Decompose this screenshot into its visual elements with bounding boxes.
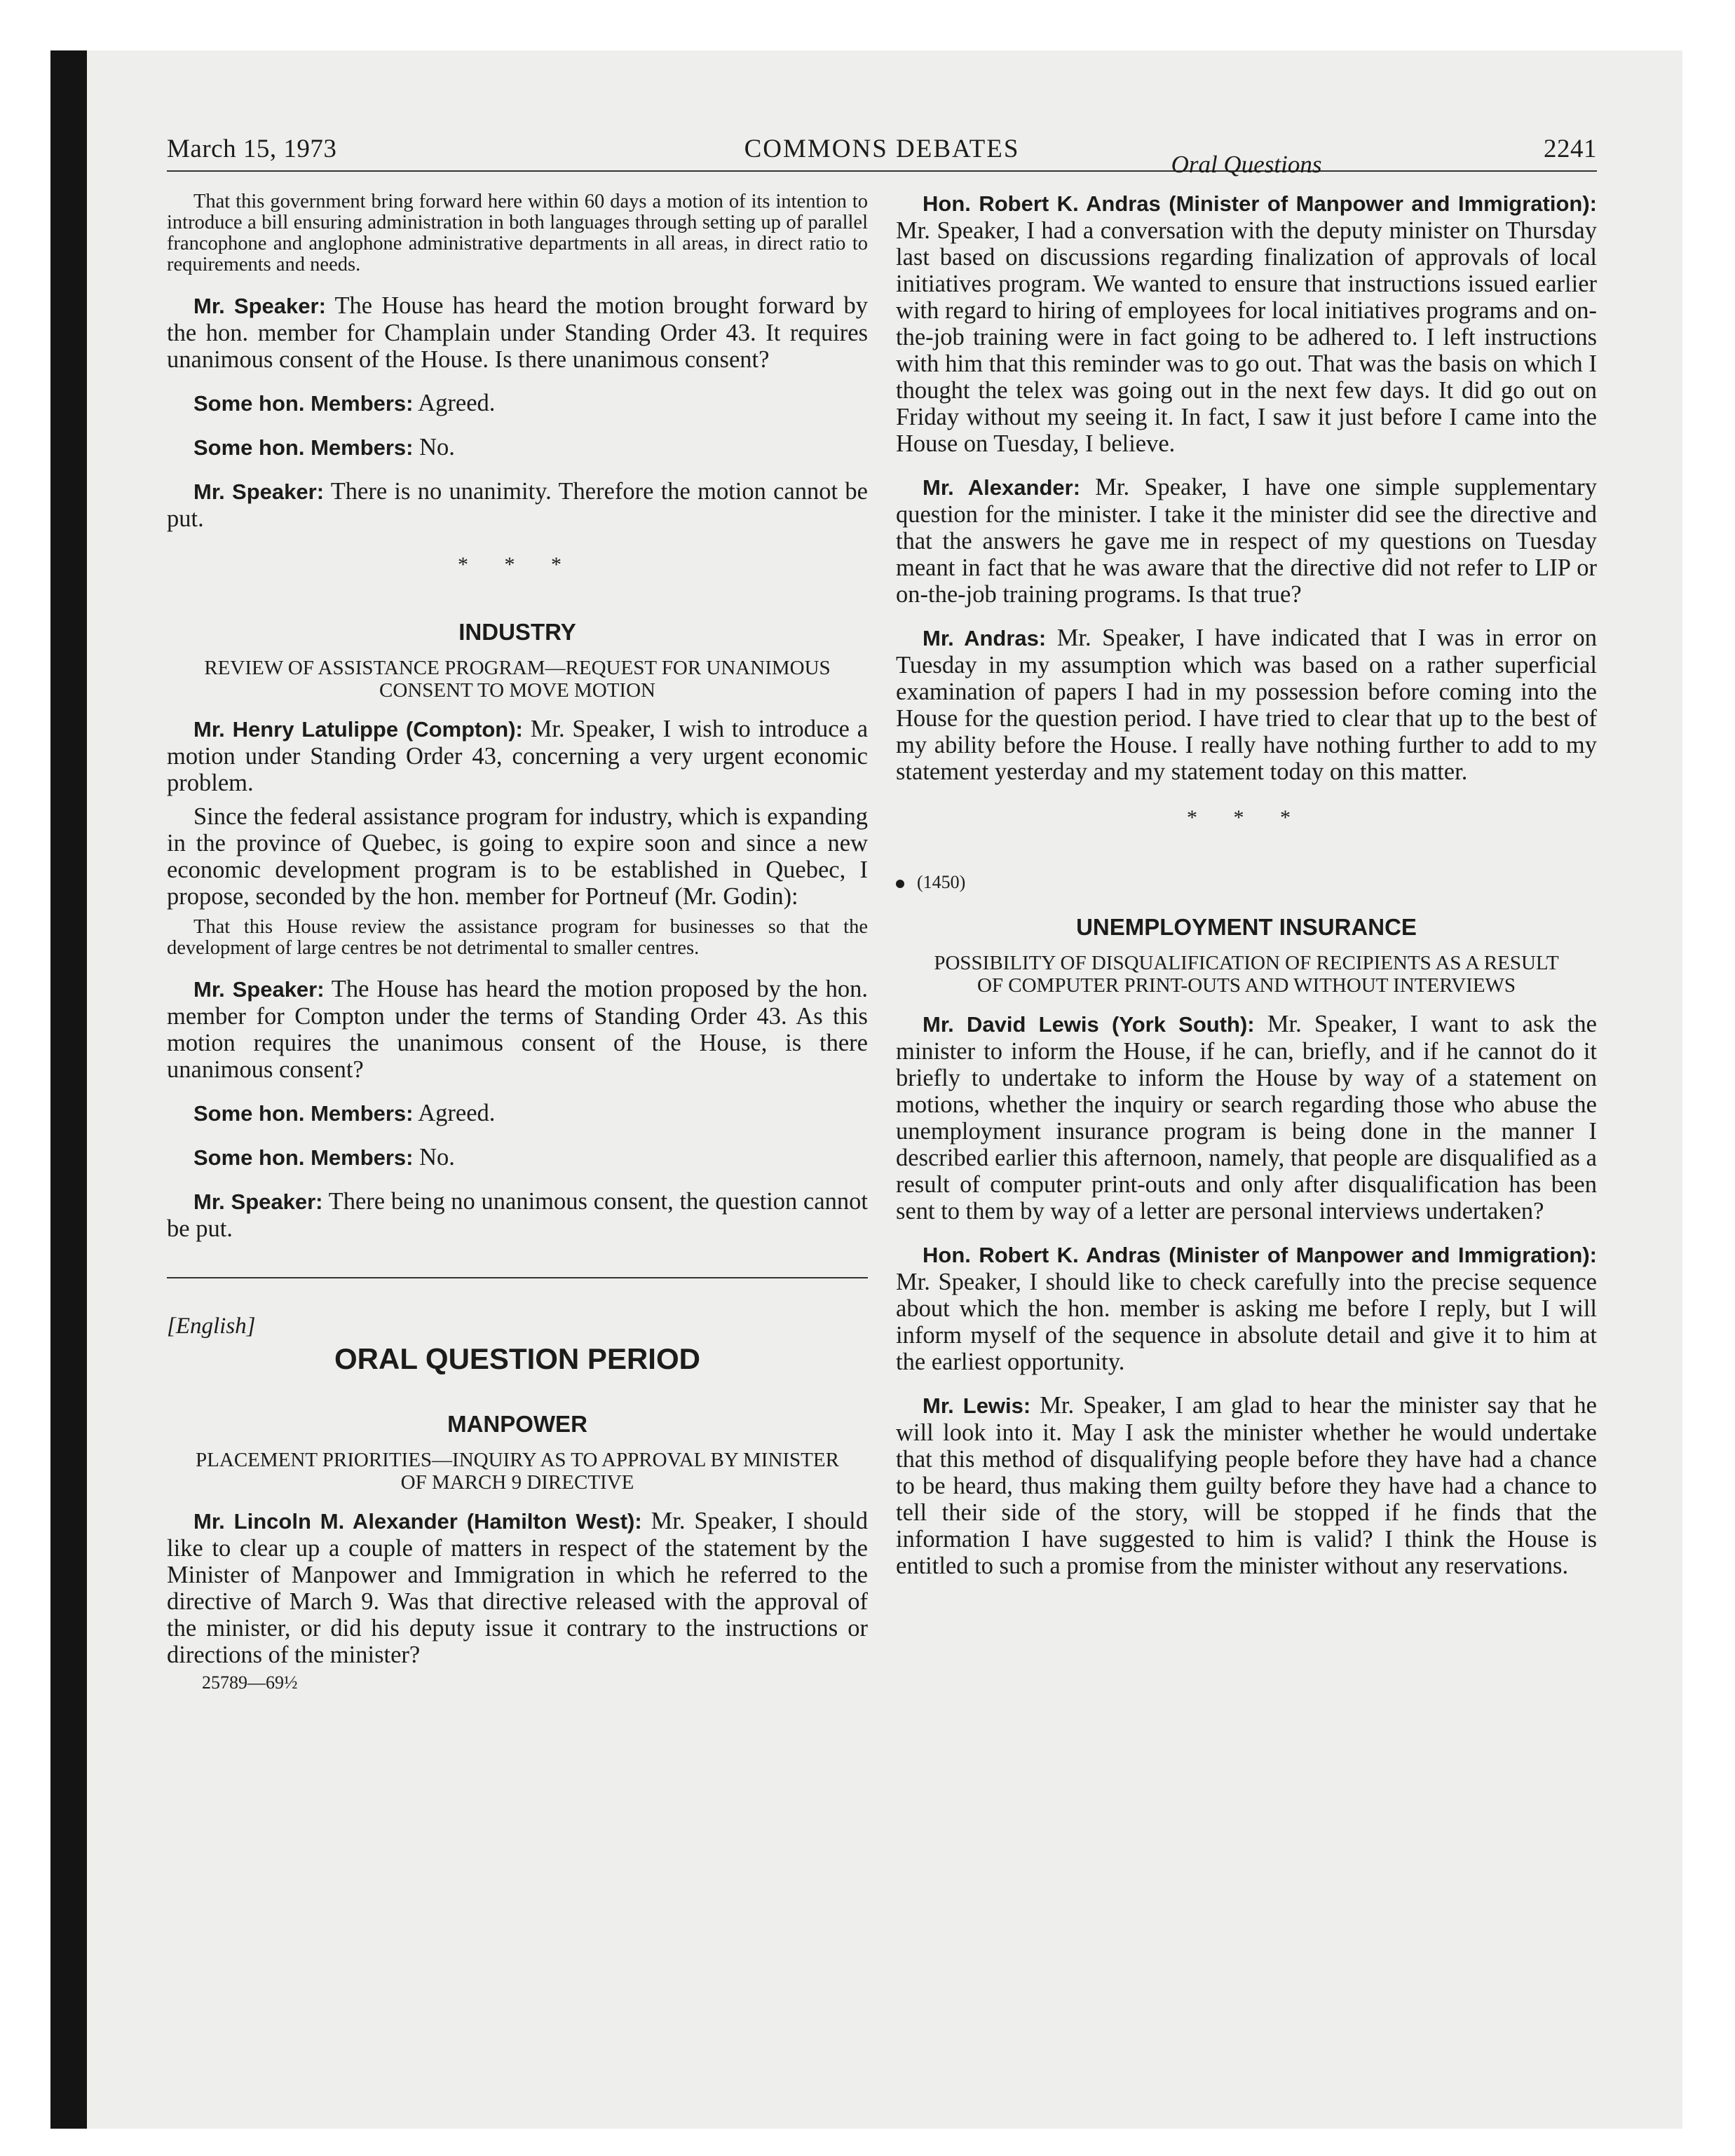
speech-paragraph — [167, 1144, 868, 1171]
speech-text: Mr. Speaker, I wish to introduce a motion under Standing Order 43, concerning a very urgent economic problem. — [167, 716, 869, 796]
time-marker-text: (1450) — [917, 872, 966, 892]
speech-paragraph — [896, 1241, 1597, 1375]
left-column — [167, 191, 868, 1693]
speech-text: Mr. Speaker, I had a conversation with the deputy minister on Thursday last based on discussions regarding finalization of approvals of local initiatives program. We wanted to ensure that instructions issued earlier with regard to hiring of employees for local initiatives programs and on-the-job training were in fact going to be adhered to. I left instructions with him that this reminder was to go out. That was the basis on which I thought the telex was going out in the next few days. It did go out on Friday without my seeing it. In fact, I saw it just before I came into the House on Tuesday, I believe. — [896, 217, 1597, 457]
speech-paragraph — [167, 1508, 868, 1668]
speaker-name: Mr. Speaker: — [193, 294, 326, 318]
section-heading-unemployment-insurance: UNEMPLOYMENT INSURANCE — [1076, 914, 1417, 940]
speech-paragraph — [896, 474, 1597, 608]
speaker-name: Mr. Lincoln M. Alexander (Hamilton West): — [193, 1509, 642, 1534]
speech-paragraph — [167, 434, 868, 461]
speech-paragraph — [167, 1100, 868, 1127]
motion-quote: That this House review the assistance program for businesses so that the development of large centres be not detrimental to smaller centres. — [167, 916, 868, 959]
page-number: 2241 — [1544, 135, 1597, 163]
speaker-name: Mr. Speaker: — [193, 977, 325, 1002]
speaker-name: Hon. Robert K. Andras (Minister of Manpower and Immigration): — [923, 191, 1597, 216]
speech-text: Mr. Speaker, I am glad to hear the minister say that he will look into it. May I ask the minister whether he would undertake that this method of disqualifying people before they have had a chance to be heard, thus making them guilty before they have had a chance to tell their side of the story, will be stopped if he finds that the information I have suggested to him is valid? I think the House is entitled to such a promise from the minister without any reservations. — [896, 1392, 1597, 1579]
section-heading-oral-question-period: ORAL QUESTION PERIOD — [334, 1342, 700, 1375]
speech-paragraph — [167, 390, 868, 417]
bullet-icon — [896, 880, 904, 888]
speaker-name: Some hon. Members: — [193, 435, 414, 460]
subheading-manpower: PLACEMENT PRIORITIES—INQUIRY AS TO APPROVAL BY MINISTER OF MARCH 9 DIRECTIVE — [196, 1449, 839, 1494]
right-column — [896, 151, 1597, 1596]
speech-text: Agreed. — [413, 390, 496, 416]
speaker-name: Hon. Robert K. Andras (Minister of Manpower and Immigration): — [923, 1243, 1597, 1267]
section-heading-manpower: MANPOWER — [447, 1411, 587, 1437]
speech-paragraph: Since the federal assistance program for industry, which is expanding in the province of Quebec, is going to expire soon and since a new economic development program is to be established in Quebec, I propose, seconded by the hon. member for Portneuf (Mr. Godin): — [167, 803, 868, 910]
speaker-name: Some hon. Members: — [193, 391, 414, 416]
speech-paragraph — [167, 716, 868, 796]
section-heading-industry: INDUSTRY — [458, 619, 576, 645]
speaker-name: Mr. Alexander: — [923, 475, 1081, 500]
language-tag: [English] — [167, 1314, 256, 1339]
speech-text: No. — [413, 434, 455, 460]
column-heading: Oral Questions — [1171, 151, 1322, 178]
speech-text: No. — [413, 1144, 455, 1171]
speech-paragraph — [896, 1011, 1597, 1224]
speaker-name: Mr. David Lewis (York South): — [923, 1012, 1255, 1037]
speaker-name: Mr. Speaker: — [193, 479, 325, 504]
hansard-page — [167, 130, 1597, 1952]
speech-text: Mr. Speaker, I have indicated that I was in error on Tuesday in my assumption which was based on a rather superficial examination of papers I had in my possession before coming into the House for the question period. I have tried to clear that up to the best of my ability before the House. I really have nothing further to add to my statement yesterday and my statement today on this matter. — [896, 625, 1597, 785]
speech-paragraph — [896, 1392, 1597, 1579]
speaker-name: Mr. Andras: — [923, 626, 1047, 650]
speaker-name: Mr. Speaker: — [193, 1189, 323, 1214]
speech-text: Mr. Speaker, I should like to check carefully into the precise sequence about which the hon. member is asking me before I reply, but I will inform myself of the sequence in absolute detail and give it to him at the earliest opportunity. — [896, 1269, 1597, 1375]
section-separator: * * * — [1187, 806, 1306, 829]
speech-text: The House has heard the motion brought forward by the hon. member for Champlain under Standing Order 43. It requires unanimous consent of the House. Is there unanimous consent? — [167, 292, 868, 373]
speaker-name: Mr. Lewis: — [923, 1393, 1031, 1418]
speech-text: Mr. Speaker, I want to ask the minister to inform the House, if he can, briefly, and if he cannot do it briefly to undertake to inform the House by way of a statement on motions, whether the inquiry or search regarding those who abuse the unemployment insurance program is being done in the manner I described earlier this afternoon, namely, that people are disqualified as a result of computer print-outs and only after disqualification has been sent to them by way of a letter are personal interviews undertaken? — [896, 1011, 1597, 1224]
speech-paragraph — [896, 190, 1597, 457]
speech-paragraph — [167, 1188, 868, 1242]
time-marker — [896, 872, 1597, 893]
section-separator: * * * — [458, 553, 577, 576]
subheading-unemployment-insurance: POSSIBILITY OF DISQUALIFICATION OF RECIPIENTS AS A RESULT OF COMPUTER PRINT-OUTS AND WITHOUT INTERVIEWS — [934, 952, 1559, 997]
speech-paragraph — [896, 625, 1597, 785]
speech-paragraph — [167, 976, 868, 1083]
speech-text: Agreed. — [413, 1100, 496, 1126]
scan-edge-bar — [50, 50, 87, 2129]
speech-paragraph — [167, 478, 868, 532]
speaker-name: Some hon. Members: — [193, 1145, 414, 1170]
subheading-industry: REVIEW OF ASSISTANCE PROGRAM—REQUEST FOR UNANIMOUS CONSENT TO MOVE MOTION — [204, 657, 831, 702]
publication-title: COMMONS DEBATES — [744, 135, 1020, 163]
speech-text: There being no unanimous consent, the question cannot be put. — [167, 1188, 869, 1242]
speaker-name: Mr. Henry Latulippe (Compton): — [193, 717, 523, 742]
printer-footnote: 25789—69½ — [202, 1672, 298, 1693]
speech-text: Mr. Speaker, I have one simple supplementary question for the minister. I take it the minister did see the directive and that the answers he gave me in respect of my questions on Tuesday meant in fact that he was aware that the directive did not refer to LIP or on-the-job training programs. Is that true? — [896, 474, 1597, 608]
speaker-name: Some hon. Members: — [193, 1101, 414, 1126]
motion-quote: That this government bring forward here within 60 days a motion of its intention to introduce a bill ensuring administration in both languages through setting up of parallel francophone and anglophone administrative departments in all areas, in direct ratio to requirements and needs. — [167, 191, 868, 275]
speech-text: The House has heard the motion proposed by the hon. member for Compton under the terms of Standing Order 43. As this motion requires the unanimous consent of the House, is there unanimous consent? — [167, 976, 868, 1083]
speech-text: There is no unanimity. Therefore the motion cannot be put. — [167, 478, 868, 532]
horizontal-rule — [167, 1277, 868, 1278]
header-date: March 15, 1973 — [167, 135, 337, 163]
speech-paragraph — [167, 292, 868, 373]
speech-text: Mr. Speaker, I should like to clear up a couple of matters in respect of the statement by the Minister of Manpower and Immigration in which he referred to the directive of March 9. Was that directive released with the approval of the minister, or did his deputy issue it contrary to the instructions or directions of the minister? — [167, 1508, 868, 1668]
